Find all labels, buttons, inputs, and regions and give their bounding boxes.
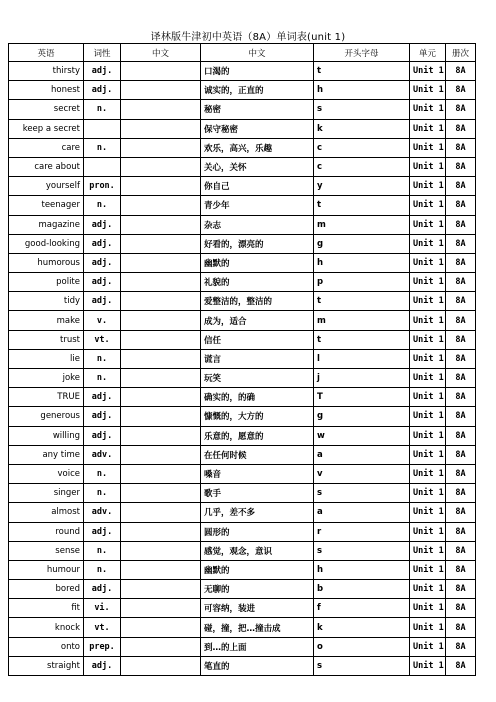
cell-book: 8A	[446, 273, 476, 292]
cell-unit: Unit 1	[410, 388, 446, 407]
cell-unit: Unit 1	[410, 234, 446, 253]
cell-initial-letter: s	[314, 484, 410, 503]
cell-book: 8A	[446, 196, 476, 215]
cell-part-of-speech: n.	[84, 196, 121, 215]
cell-initial-letter: b	[314, 580, 410, 599]
cell-chinese: 确实的，的确	[201, 388, 314, 407]
cell-initial-letter: w	[314, 426, 410, 445]
cell-book: 8A	[446, 100, 476, 119]
cell-book: 8A	[446, 618, 476, 637]
table-row	[9, 445, 476, 464]
cell-book: 8A	[446, 138, 476, 157]
cell-chinese: 秘密	[201, 100, 314, 119]
cell-chinese: 好看的，漂亮的	[201, 234, 314, 253]
cell-unit: Unit 1	[410, 618, 446, 637]
cell-chinese: 笔直的	[201, 656, 314, 675]
table-row	[9, 349, 476, 368]
cell-chinese-blank	[121, 503, 201, 522]
cell-part-of-speech: adj.	[84, 580, 121, 599]
cell-book: 8A	[446, 292, 476, 311]
cell-chinese: 慷慨的，大方的	[201, 407, 314, 426]
cell-english: willing	[9, 426, 84, 445]
cell-part-of-speech: adv.	[84, 445, 121, 464]
table-row	[9, 138, 476, 157]
cell-initial-letter: t	[314, 196, 410, 215]
cell-book: 8A	[446, 177, 476, 196]
cell-chinese-blank	[121, 522, 201, 541]
table-row	[9, 560, 476, 579]
cell-unit: Unit 1	[410, 560, 446, 579]
cell-unit: Unit 1	[410, 464, 446, 483]
cell-english: secret	[9, 100, 84, 119]
cell-initial-letter: t	[314, 62, 410, 81]
table-row	[9, 100, 476, 119]
cell-chinese: 幽默的	[201, 560, 314, 579]
cell-chinese: 谎言	[201, 349, 314, 368]
table-row	[9, 407, 476, 426]
cell-chinese-blank	[121, 62, 201, 81]
page-title: 译林版牛津初中英语（8A）单词表(unit 1)	[150, 32, 346, 43]
cell-part-of-speech: n.	[84, 138, 121, 157]
cell-book: 8A	[446, 81, 476, 100]
cell-book: 8A	[446, 253, 476, 272]
cell-chinese: 信任	[201, 330, 314, 349]
table-row	[9, 618, 476, 637]
cell-unit: Unit 1	[410, 349, 446, 368]
cell-english: fit	[9, 599, 84, 618]
cell-book: 8A	[446, 445, 476, 464]
cell-initial-letter: g	[314, 234, 410, 253]
cell-english: keep a secret	[9, 119, 84, 138]
cell-book: 8A	[446, 119, 476, 138]
table-row	[9, 541, 476, 560]
cell-initial-letter: p	[314, 273, 410, 292]
cell-initial-letter: k	[314, 119, 410, 138]
cell-english: polite	[9, 273, 84, 292]
cell-chinese: 玩笑	[201, 369, 314, 388]
cell-unit: Unit 1	[410, 157, 446, 176]
cell-chinese-blank	[121, 100, 201, 119]
cell-english: good-looking	[9, 234, 84, 253]
header-initial-letter: 开头字母	[314, 44, 410, 62]
cell-chinese: 到…的上面	[201, 637, 314, 656]
cell-part-of-speech: adj.	[84, 292, 121, 311]
cell-unit: Unit 1	[410, 253, 446, 272]
table-row	[9, 330, 476, 349]
table-row	[9, 273, 476, 292]
cell-chinese: 圆形的	[201, 522, 314, 541]
cell-chinese: 杂志	[201, 215, 314, 234]
table-row	[9, 119, 476, 138]
cell-chinese: 嗓音	[201, 464, 314, 483]
cell-english: almost	[9, 503, 84, 522]
cell-chinese-blank	[121, 177, 201, 196]
cell-english: yourself	[9, 177, 84, 196]
cell-book: 8A	[446, 407, 476, 426]
cell-book: 8A	[446, 484, 476, 503]
header-unit: 单元	[410, 44, 446, 62]
cell-chinese-blank	[121, 330, 201, 349]
cell-unit: Unit 1	[410, 215, 446, 234]
cell-book: 8A	[446, 369, 476, 388]
cell-english: onto	[9, 637, 84, 656]
cell-initial-letter: m	[314, 215, 410, 234]
cell-initial-letter: T	[314, 388, 410, 407]
cell-part-of-speech: adj.	[84, 62, 121, 81]
cell-chinese-blank	[121, 541, 201, 560]
cell-initial-letter: g	[314, 407, 410, 426]
cell-initial-letter: k	[314, 618, 410, 637]
cell-part-of-speech: n.	[84, 100, 121, 119]
header-part-of-speech: 词性	[84, 44, 121, 62]
cell-unit: Unit 1	[410, 273, 446, 292]
table-row	[9, 253, 476, 272]
cell-chinese-blank	[121, 426, 201, 445]
cell-book: 8A	[446, 560, 476, 579]
cell-chinese: 碰，撞，把…撞击成	[201, 618, 314, 637]
cell-unit: Unit 1	[410, 580, 446, 599]
cell-chinese-blank	[121, 656, 201, 675]
cell-part-of-speech: adj.	[84, 273, 121, 292]
cell-initial-letter: h	[314, 81, 410, 100]
cell-english: singer	[9, 484, 84, 503]
cell-part-of-speech: adj.	[84, 81, 121, 100]
cell-chinese-blank	[121, 119, 201, 138]
cell-chinese: 可容纳，装进	[201, 599, 314, 618]
cell-initial-letter: y	[314, 177, 410, 196]
cell-chinese: 保守秘密	[201, 119, 314, 138]
cell-book: 8A	[446, 349, 476, 368]
table-row	[9, 503, 476, 522]
cell-chinese-blank	[121, 138, 201, 157]
cell-book: 8A	[446, 215, 476, 234]
cell-chinese-blank	[121, 445, 201, 464]
table-row	[9, 656, 476, 675]
cell-chinese-blank	[121, 637, 201, 656]
cell-unit: Unit 1	[410, 100, 446, 119]
cell-unit: Unit 1	[410, 62, 446, 81]
vocabulary-table	[8, 43, 476, 676]
table-row	[9, 369, 476, 388]
cell-chinese-blank	[121, 81, 201, 100]
cell-initial-letter: o	[314, 637, 410, 656]
cell-book: 8A	[446, 426, 476, 445]
cell-chinese-blank	[121, 484, 201, 503]
table-row	[9, 292, 476, 311]
cell-part-of-speech: vt.	[84, 330, 121, 349]
cell-part-of-speech: prep.	[84, 637, 121, 656]
table-row	[9, 484, 476, 503]
cell-english: thirsty	[9, 62, 84, 81]
cell-unit: Unit 1	[410, 81, 446, 100]
cell-unit: Unit 1	[410, 656, 446, 675]
cell-chinese-blank	[121, 215, 201, 234]
cell-english: sense	[9, 541, 84, 560]
cell-part-of-speech: adj.	[84, 426, 121, 445]
cell-part-of-speech	[84, 157, 121, 176]
cell-part-of-speech: adj.	[84, 656, 121, 675]
cell-part-of-speech: n.	[84, 560, 121, 579]
cell-unit: Unit 1	[410, 599, 446, 618]
cell-unit: Unit 1	[410, 484, 446, 503]
cell-unit: Unit 1	[410, 407, 446, 426]
cell-english: generous	[9, 407, 84, 426]
cell-english: straight	[9, 656, 84, 675]
cell-chinese-blank	[121, 388, 201, 407]
table-row	[9, 177, 476, 196]
cell-book: 8A	[446, 388, 476, 407]
cell-initial-letter: r	[314, 522, 410, 541]
cell-part-of-speech: adj.	[84, 522, 121, 541]
cell-initial-letter: a	[314, 445, 410, 464]
table-row	[9, 157, 476, 176]
cell-part-of-speech: pron.	[84, 177, 121, 196]
cell-english: tidy	[9, 292, 84, 311]
cell-english: care about	[9, 157, 84, 176]
cell-part-of-speech: adj.	[84, 407, 121, 426]
table-row	[9, 388, 476, 407]
cell-chinese-blank	[121, 253, 201, 272]
table-row	[9, 311, 476, 330]
table-header-row	[9, 44, 476, 62]
header-chinese-blank: 中文	[121, 44, 201, 62]
cell-english: voice	[9, 464, 84, 483]
cell-unit: Unit 1	[410, 138, 446, 157]
cell-part-of-speech: adj.	[84, 234, 121, 253]
cell-chinese-blank	[121, 464, 201, 483]
cell-chinese: 欢乐，高兴，乐趣	[201, 138, 314, 157]
cell-chinese-blank	[121, 618, 201, 637]
cell-english: TRUE	[9, 388, 84, 407]
cell-chinese: 成为，适合	[201, 311, 314, 330]
cell-initial-letter: s	[314, 656, 410, 675]
cell-book: 8A	[446, 503, 476, 522]
cell-chinese: 无聊的	[201, 580, 314, 599]
cell-unit: Unit 1	[410, 426, 446, 445]
cell-chinese-blank	[121, 599, 201, 618]
cell-book: 8A	[446, 541, 476, 560]
cell-book: 8A	[446, 62, 476, 81]
cell-unit: Unit 1	[410, 522, 446, 541]
table-row	[9, 215, 476, 234]
cell-chinese-blank	[121, 196, 201, 215]
cell-part-of-speech: n.	[84, 349, 121, 368]
cell-english: magazine	[9, 215, 84, 234]
table-row	[9, 426, 476, 445]
cell-unit: Unit 1	[410, 177, 446, 196]
cell-book: 8A	[446, 580, 476, 599]
cell-part-of-speech: v.	[84, 311, 121, 330]
cell-chinese-blank	[121, 407, 201, 426]
table-row	[9, 599, 476, 618]
cell-chinese: 在任何时候	[201, 445, 314, 464]
cell-initial-letter: m	[314, 311, 410, 330]
cell-unit: Unit 1	[410, 330, 446, 349]
cell-book: 8A	[446, 157, 476, 176]
table-row	[9, 464, 476, 483]
cell-initial-letter: j	[314, 369, 410, 388]
cell-chinese: 礼貌的	[201, 273, 314, 292]
cell-unit: Unit 1	[410, 119, 446, 138]
cell-initial-letter: c	[314, 157, 410, 176]
cell-chinese: 感觉，观念，意识	[201, 541, 314, 560]
cell-initial-letter: l	[314, 349, 410, 368]
cell-initial-letter: s	[314, 541, 410, 560]
cell-english: knock	[9, 618, 84, 637]
cell-part-of-speech: n.	[84, 369, 121, 388]
cell-initial-letter: h	[314, 560, 410, 579]
cell-english: care	[9, 138, 84, 157]
cell-english: humorous	[9, 253, 84, 272]
table-row	[9, 81, 476, 100]
cell-english: lie	[9, 349, 84, 368]
cell-part-of-speech: adj.	[84, 215, 121, 234]
cell-english: round	[9, 522, 84, 541]
cell-book: 8A	[446, 311, 476, 330]
cell-english: honest	[9, 81, 84, 100]
cell-book: 8A	[446, 234, 476, 253]
cell-initial-letter: v	[314, 464, 410, 483]
table-row	[9, 637, 476, 656]
cell-chinese: 几乎，差不多	[201, 503, 314, 522]
cell-part-of-speech: n.	[84, 464, 121, 483]
cell-chinese-blank	[121, 292, 201, 311]
table-row	[9, 62, 476, 81]
cell-english: bored	[9, 580, 84, 599]
table-row	[9, 196, 476, 215]
cell-unit: Unit 1	[410, 311, 446, 330]
cell-unit: Unit 1	[410, 503, 446, 522]
cell-book: 8A	[446, 599, 476, 618]
cell-book: 8A	[446, 637, 476, 656]
cell-book: 8A	[446, 464, 476, 483]
header-chinese: 中文	[201, 44, 314, 62]
cell-part-of-speech: n.	[84, 484, 121, 503]
cell-chinese: 口渴的	[201, 62, 314, 81]
table-row	[9, 580, 476, 599]
cell-english: trust	[9, 330, 84, 349]
cell-book: 8A	[446, 522, 476, 541]
header-english: 英语	[9, 44, 84, 62]
cell-chinese-blank	[121, 580, 201, 599]
cell-part-of-speech: adj.	[84, 253, 121, 272]
cell-chinese: 爱整洁的，整洁的	[201, 292, 314, 311]
table-row	[9, 234, 476, 253]
cell-english: any time	[9, 445, 84, 464]
cell-book: 8A	[446, 656, 476, 675]
cell-initial-letter: f	[314, 599, 410, 618]
cell-chinese: 乐意的，愿意的	[201, 426, 314, 445]
cell-chinese-blank	[121, 560, 201, 579]
header-book: 册次	[446, 44, 476, 62]
cell-english: make	[9, 311, 84, 330]
cell-unit: Unit 1	[410, 445, 446, 464]
cell-unit: Unit 1	[410, 196, 446, 215]
cell-part-of-speech: vi.	[84, 599, 121, 618]
cell-chinese: 青少年	[201, 196, 314, 215]
cell-initial-letter: t	[314, 292, 410, 311]
cell-chinese: 你自己	[201, 177, 314, 196]
cell-part-of-speech: adj.	[84, 388, 121, 407]
cell-part-of-speech: n.	[84, 541, 121, 560]
cell-part-of-speech: vt.	[84, 618, 121, 637]
cell-initial-letter: h	[314, 253, 410, 272]
cell-english: teenager	[9, 196, 84, 215]
cell-english: humour	[9, 560, 84, 579]
cell-chinese: 幽默的	[201, 253, 314, 272]
cell-book: 8A	[446, 330, 476, 349]
cell-chinese: 关心，关怀	[201, 157, 314, 176]
cell-chinese-blank	[121, 311, 201, 330]
cell-initial-letter: a	[314, 503, 410, 522]
cell-unit: Unit 1	[410, 292, 446, 311]
cell-initial-letter: c	[314, 138, 410, 157]
cell-chinese-blank	[121, 234, 201, 253]
cell-chinese: 歌手	[201, 484, 314, 503]
cell-chinese-blank	[121, 349, 201, 368]
table-row	[9, 522, 476, 541]
cell-chinese-blank	[121, 369, 201, 388]
cell-part-of-speech: adv.	[84, 503, 121, 522]
cell-chinese: 诚实的，正直的	[201, 81, 314, 100]
cell-english: joke	[9, 369, 84, 388]
cell-unit: Unit 1	[410, 541, 446, 560]
cell-part-of-speech	[84, 119, 121, 138]
cell-chinese-blank	[121, 273, 201, 292]
cell-initial-letter: s	[314, 100, 410, 119]
cell-initial-letter: t	[314, 330, 410, 349]
cell-unit: Unit 1	[410, 369, 446, 388]
cell-chinese-blank	[121, 157, 201, 176]
cell-unit: Unit 1	[410, 637, 446, 656]
